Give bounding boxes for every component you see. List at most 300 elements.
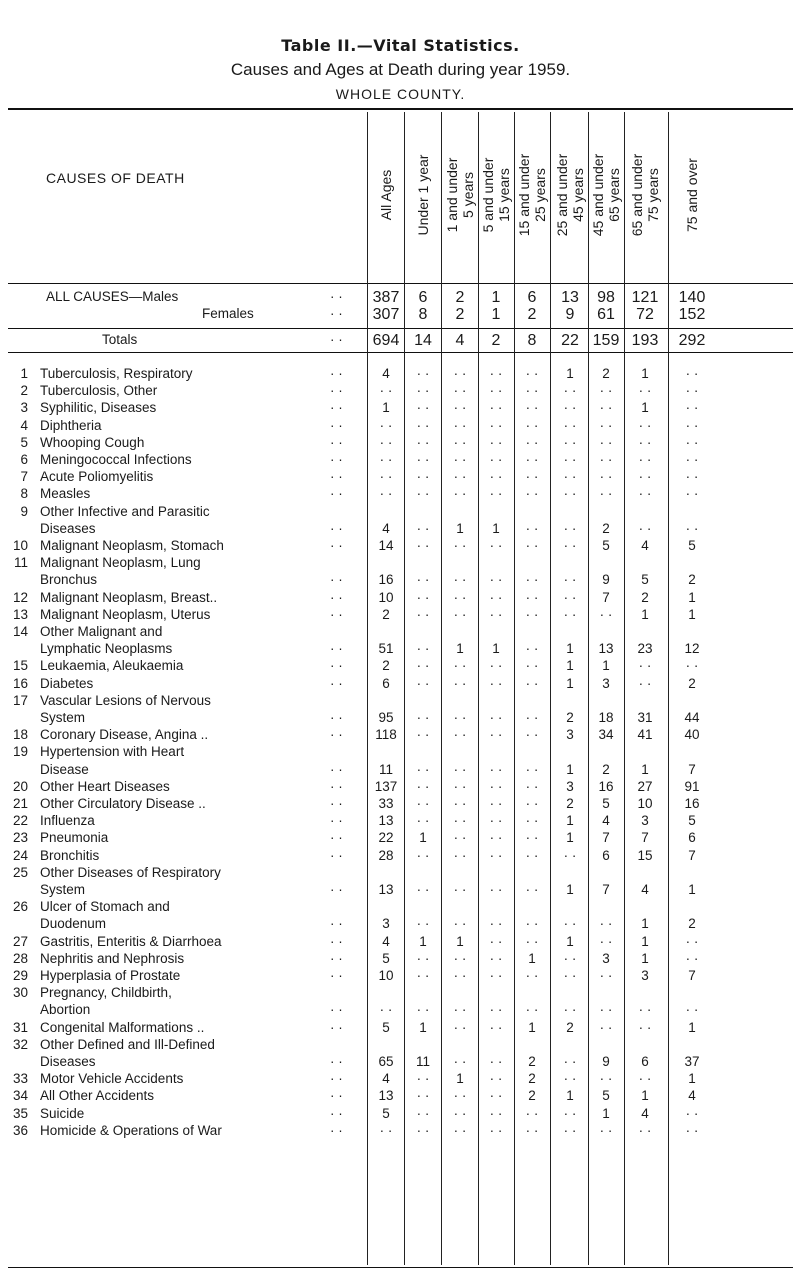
- value-cell: · ·: [638, 434, 652, 450]
- dots: · ·: [330, 709, 343, 725]
- value-cell: · ·: [489, 572, 503, 588]
- value-cell: · ·: [563, 950, 577, 966]
- cause-name: Measles: [40, 486, 91, 502]
- value-cell: 2: [455, 306, 465, 323]
- value-cell: · ·: [563, 417, 577, 433]
- value-cell: 14: [414, 332, 432, 349]
- row-number: 12: [12, 589, 28, 605]
- row-number: 4: [20, 417, 28, 433]
- value-cell: · ·: [489, 366, 503, 381]
- value-cell: · ·: [453, 916, 467, 932]
- value-cell: · ·: [489, 452, 503, 467]
- value-cell: · ·: [599, 1019, 613, 1035]
- cause-name: Lymphatic Neoplasms: [40, 641, 173, 657]
- row-number: 29: [12, 968, 28, 983]
- cause-name: Diphtheria: [40, 417, 102, 433]
- value-cell: · ·: [525, 417, 539, 433]
- value-cell: · ·: [599, 933, 613, 949]
- value-cell: · ·: [453, 847, 467, 863]
- cause-name: Malignant Neoplasm, Lung: [40, 555, 201, 571]
- totals-label: Totals: [102, 332, 138, 347]
- cause-name: Whooping Cough: [40, 434, 145, 450]
- value-cell: · ·: [453, 709, 467, 725]
- value-cell: · ·: [685, 383, 699, 399]
- value-cell: 4: [382, 366, 390, 381]
- dots: · ·: [330, 1088, 343, 1104]
- value-cell: 10: [378, 589, 394, 605]
- cause-name: Suicide: [40, 1105, 85, 1121]
- dots: · ·: [330, 950, 343, 966]
- value-cell: 4: [382, 520, 390, 536]
- cause-name: Duodenum: [40, 916, 107, 932]
- cause-name: Leukaemia, Aleukaemia: [40, 658, 184, 674]
- value-cell: · ·: [453, 727, 467, 743]
- dots: · ·: [330, 520, 343, 536]
- value-cell: · ·: [489, 658, 503, 674]
- value-cell: 1: [419, 933, 427, 949]
- value-cell: 1: [456, 641, 464, 657]
- value-cell: · ·: [638, 486, 652, 502]
- value-cell: 37: [684, 1053, 700, 1069]
- value-cell: · ·: [685, 366, 699, 381]
- value-cell: · ·: [379, 1002, 393, 1018]
- value-cell: 51: [378, 641, 394, 657]
- value-cell: · ·: [638, 469, 652, 485]
- value-cell: 13: [378, 813, 394, 829]
- value-cell: 1: [419, 830, 427, 846]
- value-cell: 44: [684, 709, 700, 725]
- value-cell: 292: [678, 332, 706, 349]
- value-cell: · ·: [416, 606, 430, 622]
- value-cell: · ·: [599, 400, 613, 416]
- value-cell: 1: [566, 933, 574, 949]
- value-cell: · ·: [525, 572, 539, 588]
- value-cell: · ·: [416, 469, 430, 485]
- value-cell: 2: [688, 675, 696, 691]
- value-cell: 10: [637, 796, 653, 811]
- value-cell: · ·: [416, 417, 430, 433]
- cause-name: Pneumonia: [40, 830, 109, 846]
- header-rule: [8, 283, 793, 284]
- row-number: 20: [12, 778, 28, 794]
- value-cell: · ·: [599, 968, 613, 983]
- dots: · ·: [330, 589, 343, 605]
- value-cell: · ·: [563, 400, 577, 416]
- cause-name: Pregnancy, Childbirth,: [40, 985, 172, 1001]
- value-cell: 3: [382, 916, 390, 932]
- value-cell: · ·: [599, 486, 613, 502]
- value-cell: 7: [688, 847, 696, 863]
- value-cell: · ·: [638, 1002, 652, 1018]
- age-column-header: [373, 110, 399, 280]
- row-number: 26: [12, 899, 28, 915]
- row-number: 21: [12, 796, 28, 811]
- value-cell: · ·: [453, 434, 467, 450]
- value-cell: 9: [565, 306, 575, 323]
- value-cell: · ·: [525, 933, 539, 949]
- value-cell: · ·: [416, 796, 430, 811]
- value-cell: 2: [382, 606, 390, 622]
- value-cell: · ·: [379, 469, 393, 485]
- value-cell: · ·: [489, 847, 503, 863]
- cause-name: Bronchitis: [40, 847, 100, 863]
- value-cell: · ·: [525, 641, 539, 657]
- row-number: 19: [12, 744, 28, 760]
- dots: · ·: [330, 332, 343, 347]
- value-cell: 1: [602, 1105, 610, 1121]
- cause-name: Malignant Neoplasm, Breast..: [40, 589, 218, 605]
- row-number: 14: [12, 624, 28, 639]
- value-cell: · ·: [489, 434, 503, 450]
- cause-name: Disease: [40, 761, 89, 777]
- value-cell: 8: [418, 306, 428, 323]
- value-cell: · ·: [416, 813, 430, 829]
- dots: · ·: [330, 1071, 343, 1087]
- value-cell: · ·: [416, 761, 430, 777]
- dots: · ·: [330, 289, 343, 304]
- value-cell: · ·: [453, 761, 467, 777]
- value-cell: 1: [566, 881, 574, 897]
- value-cell: · ·: [563, 520, 577, 536]
- dots: · ·: [330, 847, 343, 863]
- value-cell: · ·: [489, 1105, 503, 1121]
- age-column-header-label: 5 and under 15 years: [480, 157, 512, 233]
- totals-rule-bottom: [8, 352, 793, 353]
- age-column-header: [480, 110, 512, 280]
- value-cell: 7: [688, 761, 696, 777]
- value-cell: · ·: [563, 1071, 577, 1087]
- value-cell: 3: [566, 778, 574, 794]
- value-cell: 23: [637, 641, 653, 657]
- cause-name: Ulcer of Stomach and: [40, 899, 170, 915]
- value-cell: 1: [641, 400, 649, 416]
- value-cell: 7: [688, 968, 696, 983]
- value-cell: 6: [418, 289, 428, 306]
- value-cell: · ·: [379, 434, 393, 450]
- value-cell: 31: [637, 709, 653, 725]
- cause-name: Homicide & Operations of War: [40, 1122, 222, 1138]
- value-cell: · ·: [525, 589, 539, 605]
- value-cell: · ·: [563, 486, 577, 502]
- value-cell: · ·: [638, 1019, 652, 1035]
- value-cell: 4: [688, 1088, 696, 1104]
- dots: · ·: [330, 1122, 343, 1138]
- value-cell: 2: [602, 520, 610, 536]
- value-cell: 159: [592, 332, 620, 349]
- value-cell: 5: [688, 813, 696, 829]
- row-number: 34: [12, 1088, 28, 1104]
- age-column-header-label: 1 and under 5 years: [444, 157, 476, 233]
- value-cell: 5: [688, 538, 696, 553]
- value-cell: 18: [598, 709, 614, 725]
- value-cell: · ·: [489, 1088, 503, 1104]
- value-cell: · ·: [379, 1122, 393, 1138]
- value-cell: · ·: [489, 383, 503, 399]
- value-cell: · ·: [563, 847, 577, 863]
- value-cell: 1: [492, 641, 500, 657]
- value-cell: 5: [602, 1088, 610, 1104]
- value-cell: · ·: [685, 486, 699, 502]
- value-cell: · ·: [685, 1122, 699, 1138]
- dots: · ·: [330, 675, 343, 691]
- dots: · ·: [330, 727, 343, 743]
- value-cell: · ·: [416, 881, 430, 897]
- value-cell: 8: [527, 332, 537, 349]
- cause-name: Acute Poliomyelitis: [40, 469, 154, 485]
- value-cell: 1: [456, 1071, 464, 1087]
- value-cell: · ·: [453, 1053, 467, 1069]
- value-cell: 2: [528, 1053, 536, 1069]
- row-number: 24: [12, 847, 28, 863]
- value-cell: 3: [602, 950, 610, 966]
- value-cell: · ·: [525, 1122, 539, 1138]
- value-cell: 22: [561, 332, 579, 349]
- dots: · ·: [330, 400, 343, 416]
- value-cell: 1: [566, 641, 574, 657]
- row-number: 22: [12, 813, 28, 829]
- value-cell: 152: [678, 306, 706, 323]
- value-cell: 1: [688, 1019, 696, 1035]
- cause-name: Nephritis and Nephrosis: [40, 950, 185, 966]
- cause-name: Diseases: [40, 520, 96, 536]
- value-cell: 13: [598, 641, 614, 657]
- cause-name: All Other Accidents: [40, 1088, 155, 1104]
- value-cell: · ·: [489, 813, 503, 829]
- dots: · ·: [330, 383, 343, 399]
- value-cell: · ·: [489, 486, 503, 502]
- cause-name: System: [40, 881, 86, 897]
- cause-name: Other Circulatory Disease ..: [40, 796, 206, 811]
- value-cell: · ·: [416, 538, 430, 553]
- dots: · ·: [330, 881, 343, 897]
- row-number: 33: [12, 1071, 28, 1087]
- value-cell: · ·: [453, 572, 467, 588]
- value-cell: · ·: [489, 589, 503, 605]
- value-cell: · ·: [563, 469, 577, 485]
- value-cell: · ·: [489, 1053, 503, 1069]
- value-cell: 12: [684, 641, 700, 657]
- cause-name: System: [40, 709, 86, 725]
- totals-rule-top: [8, 328, 793, 329]
- value-cell: · ·: [416, 520, 430, 536]
- value-cell: 14: [378, 538, 394, 553]
- cause-name: Vascular Lesions of Nervous: [40, 692, 211, 708]
- row-number: 32: [12, 1036, 28, 1052]
- cause-name: Abortion: [40, 1002, 91, 1018]
- row-number: 1: [20, 366, 28, 381]
- value-cell: · ·: [563, 589, 577, 605]
- value-cell: · ·: [638, 1071, 652, 1087]
- value-cell: · ·: [416, 675, 430, 691]
- cause-name: Meningococcal Infections: [40, 452, 192, 467]
- value-cell: · ·: [525, 709, 539, 725]
- value-cell: · ·: [685, 658, 699, 674]
- value-cell: 15: [637, 847, 653, 863]
- value-cell: 11: [378, 761, 393, 777]
- value-cell: · ·: [489, 469, 503, 485]
- table-subtitle: Causes and Ages at Death during year 1959.: [230, 60, 571, 79]
- value-cell: 140: [678, 289, 706, 306]
- dots: · ·: [330, 1105, 343, 1121]
- value-cell: · ·: [525, 813, 539, 829]
- value-cell: 1: [688, 589, 696, 605]
- value-cell: 40: [684, 727, 700, 743]
- value-cell: · ·: [416, 1002, 430, 1018]
- value-cell: 6: [602, 847, 610, 863]
- dots: · ·: [330, 830, 343, 846]
- value-cell: 61: [597, 306, 615, 323]
- value-cell: · ·: [525, 1002, 539, 1018]
- value-cell: 1: [491, 289, 501, 306]
- column-divider: [478, 112, 479, 1265]
- table-title: Table II.—Vital Statistics.: [281, 36, 520, 55]
- value-cell: 4: [641, 1105, 649, 1121]
- dots: · ·: [330, 658, 343, 674]
- value-cell: · ·: [489, 1002, 503, 1018]
- value-cell: · ·: [563, 538, 577, 553]
- value-cell: 27: [637, 778, 653, 794]
- value-cell: 28: [378, 847, 394, 863]
- cause-name: Tuberculosis, Respiratory: [40, 366, 193, 381]
- value-cell: · ·: [599, 469, 613, 485]
- value-cell: 2: [602, 761, 610, 777]
- value-cell: 72: [636, 306, 654, 323]
- value-cell: 1: [456, 933, 464, 949]
- value-cell: 2: [528, 1088, 536, 1104]
- cause-name: Syphilitic, Diseases: [40, 400, 157, 416]
- value-cell: · ·: [416, 1122, 430, 1138]
- value-cell: 13: [561, 289, 579, 306]
- row-number: 5: [20, 434, 28, 450]
- value-cell: 2: [602, 366, 610, 381]
- value-cell: 1: [688, 1071, 696, 1087]
- value-cell: 41: [637, 727, 653, 743]
- value-cell: 4: [641, 538, 649, 553]
- age-column-header: [516, 110, 548, 280]
- value-cell: 5: [382, 950, 390, 966]
- value-cell: · ·: [525, 847, 539, 863]
- value-cell: · ·: [525, 968, 539, 983]
- value-cell: · ·: [489, 830, 503, 846]
- value-cell: · ·: [453, 366, 467, 381]
- value-cell: · ·: [563, 968, 577, 983]
- row-number: 7: [20, 469, 28, 485]
- value-cell: · ·: [416, 916, 430, 932]
- row-number: 8: [20, 486, 28, 502]
- cause-name: Coronary Disease, Angina ..: [40, 727, 209, 743]
- value-cell: · ·: [453, 589, 467, 605]
- dots: · ·: [330, 761, 343, 777]
- dots: · ·: [330, 306, 343, 321]
- value-cell: · ·: [563, 452, 577, 467]
- cause-name: Hypertension with Heart: [40, 744, 185, 760]
- value-cell: 2: [491, 332, 501, 349]
- value-cell: · ·: [685, 950, 699, 966]
- value-cell: · ·: [453, 452, 467, 467]
- row-number: 23: [12, 830, 28, 846]
- age-column-header: [444, 110, 476, 280]
- value-cell: · ·: [525, 520, 539, 536]
- value-cell: · ·: [453, 1019, 467, 1035]
- value-cell: · ·: [453, 1002, 467, 1018]
- value-cell: 7: [602, 589, 610, 605]
- value-cell: 1: [491, 306, 501, 323]
- value-cell: · ·: [525, 658, 539, 674]
- value-cell: 6: [382, 675, 390, 691]
- age-column-header: [410, 110, 436, 280]
- value-cell: · ·: [489, 709, 503, 725]
- age-column-header-label: Under 1 year: [415, 154, 431, 236]
- dots: · ·: [330, 1019, 343, 1035]
- all-causes-males-label: ALL CAUSES—Males: [46, 289, 179, 304]
- top-rule: [8, 108, 793, 110]
- value-cell: · ·: [453, 813, 467, 829]
- value-cell: 1: [641, 606, 649, 622]
- value-cell: · ·: [525, 1105, 539, 1121]
- dots: · ·: [330, 796, 343, 811]
- value-cell: · ·: [599, 1071, 613, 1087]
- value-cell: · ·: [453, 830, 467, 846]
- value-cell: · ·: [525, 383, 539, 399]
- value-cell: · ·: [638, 1122, 652, 1138]
- value-cell: · ·: [379, 417, 393, 433]
- value-cell: 1: [492, 520, 500, 536]
- value-cell: 1: [641, 933, 649, 949]
- cause-column-header: CAUSES OF DEATH: [46, 170, 185, 186]
- value-cell: · ·: [489, 796, 503, 811]
- value-cell: 2: [528, 1071, 536, 1087]
- value-cell: 1: [688, 881, 696, 897]
- value-cell: · ·: [453, 881, 467, 897]
- value-cell: 1: [641, 916, 649, 932]
- value-cell: 1: [382, 400, 390, 416]
- value-cell: · ·: [453, 796, 467, 811]
- column-divider: [550, 112, 551, 1265]
- value-cell: 11: [415, 1053, 430, 1069]
- value-cell: 694: [372, 332, 400, 349]
- value-cell: · ·: [599, 417, 613, 433]
- value-cell: 1: [528, 1019, 536, 1035]
- value-cell: · ·: [685, 400, 699, 416]
- value-cell: 4: [382, 1071, 390, 1087]
- value-cell: · ·: [489, 968, 503, 983]
- value-cell: · ·: [638, 675, 652, 691]
- value-cell: · ·: [599, 452, 613, 467]
- value-cell: 1: [528, 950, 536, 966]
- value-cell: · ·: [416, 641, 430, 657]
- value-cell: 1: [641, 1088, 649, 1104]
- value-cell: · ·: [416, 434, 430, 450]
- value-cell: · ·: [563, 1105, 577, 1121]
- value-cell: 2: [566, 796, 574, 811]
- value-cell: · ·: [416, 589, 430, 605]
- cause-name: Hyperplasia of Prostate: [40, 968, 181, 983]
- row-number: 35: [12, 1105, 28, 1121]
- cause-name: Malignant Neoplasm, Stomach: [40, 538, 224, 553]
- value-cell: · ·: [638, 452, 652, 467]
- cause-name: Other Diseases of Respiratory: [40, 864, 221, 880]
- value-cell: · ·: [489, 538, 503, 553]
- value-cell: 2: [566, 1019, 574, 1035]
- value-cell: · ·: [489, 933, 503, 949]
- value-cell: 2: [382, 658, 390, 674]
- value-cell: · ·: [489, 881, 503, 897]
- dots: · ·: [330, 469, 343, 485]
- value-cell: 16: [598, 778, 614, 794]
- value-cell: · ·: [416, 778, 430, 794]
- value-cell: 91: [684, 778, 700, 794]
- value-cell: · ·: [453, 778, 467, 794]
